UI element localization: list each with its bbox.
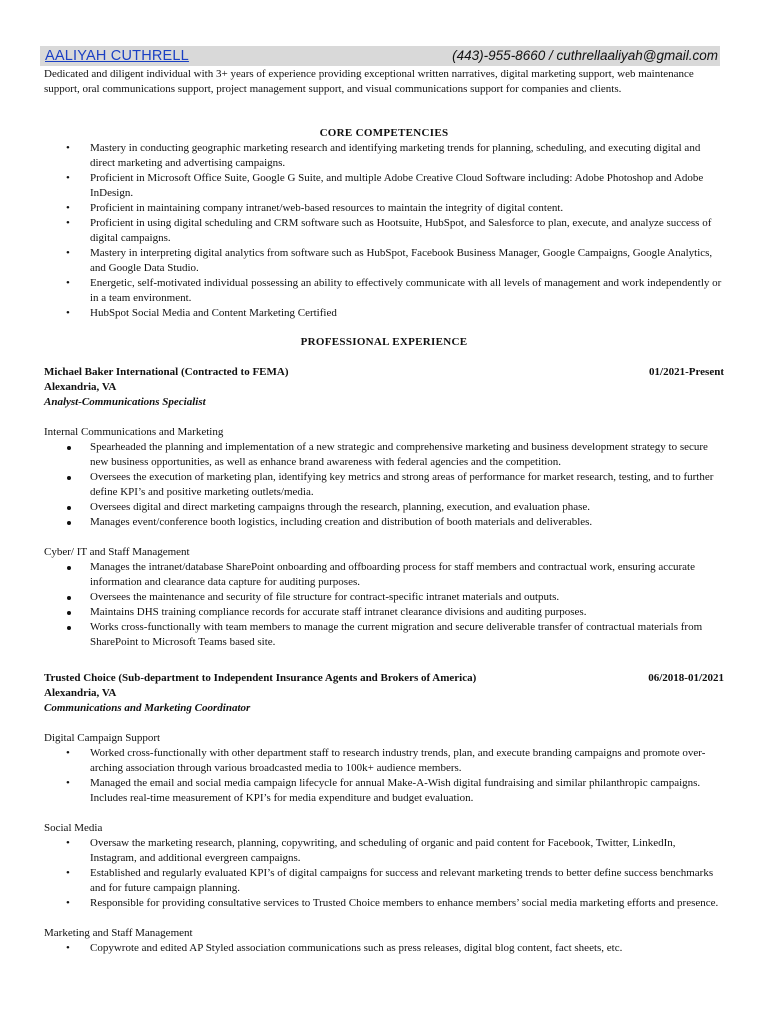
duties-list xyxy=(44,836,724,911)
job-role: Analyst-Communications Specialist xyxy=(44,396,206,408)
list-item: • Managed the email and social media campaign lifecycle for annual Make-A-Wish digital fundraising and similar philanthropic campaigns. Includes real-time measurement of KPI’s for media expenditure and budget evaluation. xyxy=(44,776,724,806)
list-item: Manages the intranet/database SharePoint onboarding and offboarding process for staff members and contractual work, ensuring accurate information and clearance data capture for auditing purposes. xyxy=(44,560,724,590)
subsection-heading: Marketing and Staff Management xyxy=(44,927,193,939)
employer-name: Trusted Choice (Sub-department to Independent Insurance Agents and Brokers of America) xyxy=(44,672,477,684)
job-header xyxy=(44,671,724,686)
list-item: Manages event/conference booth logistics, including creation and distribution of booth materials and deliverables. xyxy=(44,515,724,530)
duties-list xyxy=(44,560,724,650)
list-item: • Responsible for providing consultative services to Trusted Choice members to enhance members’ social media marketing efforts and presence. xyxy=(44,896,724,911)
list-item: • Proficient in maintaining company intranet/web-based resources to maintain the integrity of digital content. xyxy=(44,201,724,216)
list-item: • Proficient in Microsoft Office Suite, Google G Suite, and multiple Adobe Creative Cloud Software including: Adobe Photoshop and Adobe InDesign. xyxy=(44,171,724,201)
job-location: Alexandria, VA xyxy=(44,381,117,393)
list-item: • Oversaw the marketing research, planning, copywriting, and scheduling of organic and paid content for Facebook, Twitter, LinkedIn, Instagram, and additional evergreen campaigns. xyxy=(44,836,724,866)
subsection-heading: Digital Campaign Support xyxy=(44,732,161,744)
subsection-heading: Social Media xyxy=(44,822,103,834)
job-entry-michael-baker xyxy=(44,365,724,650)
job-header xyxy=(44,365,724,380)
job-dates: 01/2021-Present xyxy=(649,366,724,378)
core-competencies-heading: CORE COMPETENCIES xyxy=(319,127,449,139)
employer-name: Michael Baker International (Contracted to FEMA) xyxy=(44,366,289,378)
list-item: Oversees the execution of marketing plan, identifying key metrics and strong areas of performance for market research, testing, and to further define KPI’s and positive marketing outlets/media. xyxy=(44,470,724,500)
summary-paragraph: Dedicated and diligent individual with 3+ years of experience providing exceptional written narratives, digital marketing support, web maintenance support, oral communications support, project management support, and visual communications support for companies and clients. xyxy=(44,68,694,95)
list-item: Maintains DHS training compliance records for accurate staff intranet clearance divisions and auditing purposes. xyxy=(44,605,724,620)
duties-list xyxy=(44,440,724,530)
subsection-heading: Cyber/ IT and Staff Management xyxy=(44,546,190,558)
list-item: • Established and regularly evaluated KPI’s of digital campaigns for success and relevant marketing trends to better define success benchmarks and for future campaign planning. xyxy=(44,866,724,896)
list-item: • Worked cross-functionally with other department staff to research industry trends, plan, and execute branding campaigns and promote over-arching association through various broadcasted media to 100k+ audience members. xyxy=(44,746,724,776)
job-dates: 06/2018-01/2021 xyxy=(648,672,724,684)
subsection-heading: Internal Communications and Marketing xyxy=(44,426,224,438)
contact-info: (443)-955-8660 / cuthrellaaliyah@gmail.com xyxy=(452,48,718,63)
list-item: • Energetic, self-motivated individual possessing an ability to effectively communicate with all levels of management and work independently or in a team environment. xyxy=(44,276,724,306)
professional-experience-heading: PROFESSIONAL EXPERIENCE xyxy=(300,336,468,348)
job-entry-trusted-choice xyxy=(44,671,724,956)
job-location: Alexandria, VA xyxy=(44,687,117,699)
duties-list xyxy=(44,746,724,806)
core-competencies-list xyxy=(44,141,724,321)
duties-list xyxy=(44,941,724,956)
list-item: • HubSpot Social Media and Content Marketing Certified xyxy=(44,306,724,321)
list-item: • Proficient in using digital scheduling and CRM software such as Hootsuite, HubSpot, and Salesforce to plan, execute, and analyze success of digital campaigns. xyxy=(44,216,724,246)
list-item: Works cross-functionally with team members to manage the current migration and secure deliverable transfer of contractual materials from SharePoint to Microsoft Teams based site. xyxy=(44,620,724,650)
list-item: • Mastery in conducting geographic marketing research and identifying marketing trends for planning, scheduling, and executing digital and direct marketing and advertising campaigns. xyxy=(44,141,724,171)
list-item: Oversees the maintenance and security of file structure for contract-specific intranet materials and outputs. xyxy=(44,590,724,605)
list-item: • Mastery in interpreting digital analytics from software such as HubSpot, Facebook Business Manager, Google Campaigns, Google Analytics, and Google Data Studio. xyxy=(44,246,724,276)
resume-header xyxy=(40,46,720,66)
applicant-name[interactable]: AALIYAH CUTHRELL xyxy=(45,48,189,64)
list-item: Spearheaded the planning and implementation of a new strategic and comprehensive marketing and business development strategy to secure new business opportunities, as well as enhance brand awareness with federal agencies and the competition. xyxy=(44,440,724,470)
list-item: Oversees digital and direct marketing campaigns through the research, planning, execution, and evaluation phase. xyxy=(44,500,724,515)
job-role: Communications and Marketing Coordinator xyxy=(44,702,251,714)
list-item: • Copywrote and edited AP Styled association communications such as press releases, digital blog content, fact sheets, etc. xyxy=(44,941,724,956)
